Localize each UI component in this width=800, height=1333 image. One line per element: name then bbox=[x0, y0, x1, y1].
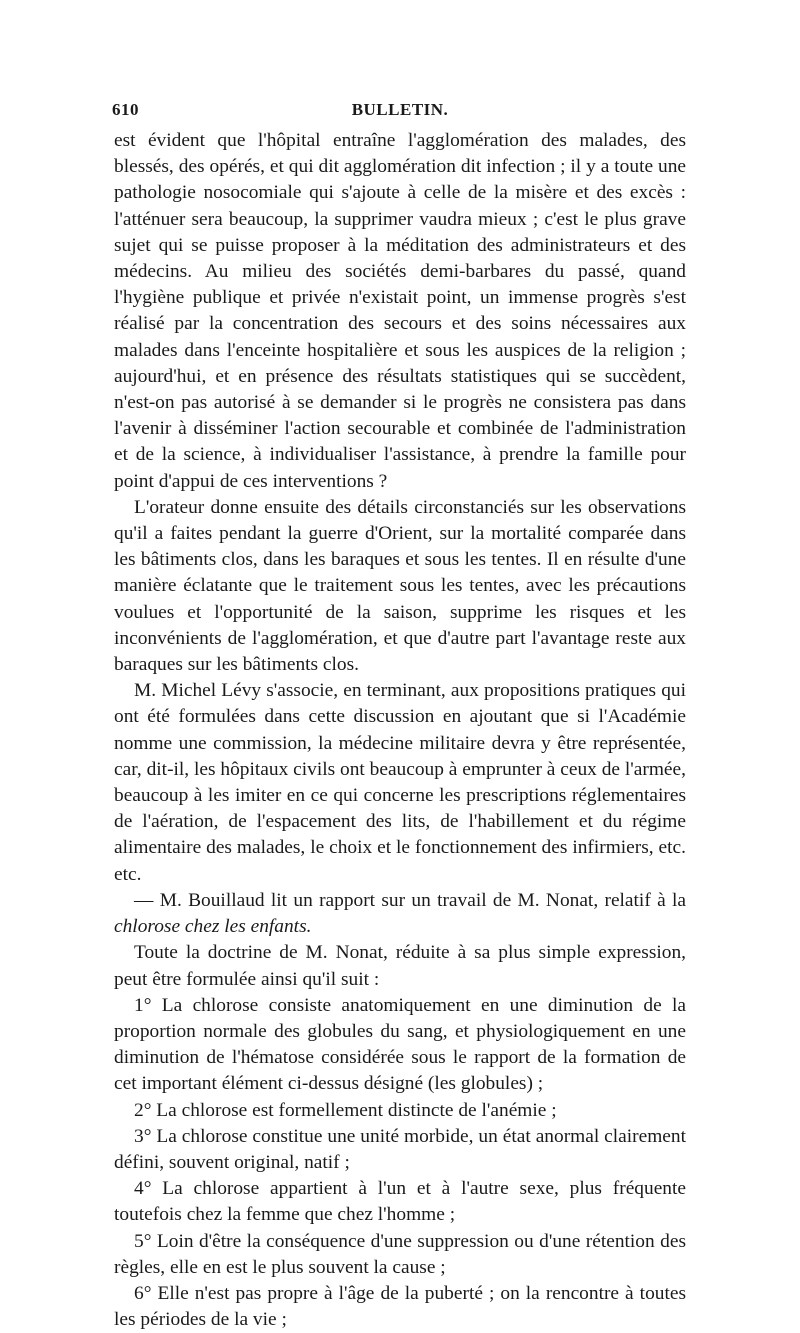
proposition-4: 4° La chlorose appartient à l'un et à l'autre sexe, plus fréquente toutefois chez la femme que chez l'homme ; bbox=[114, 1178, 686, 1226]
proposition-2: 2° La chlorose est formellement distincte de l'anémie ; bbox=[134, 1099, 557, 1121]
proposition-5: 5° Loin d'être la conséquence d'une suppression ou d'une rétention des règles, elle en est le plus souvent la cause ; bbox=[114, 1230, 686, 1278]
paragraph-report bbox=[114, 888, 686, 940]
running-head: BULLETIN. bbox=[351, 100, 449, 119]
paragraph-orient: L'orateur donne ensuite des détails circonstanciés sur les observations qu'il a faites pendant la guerre d'Orient, sur la mortalité comparée dans les bâtiments clos, dans les baraques et sous les tentes. Il en résulte d'une manière éclatante que le traitement sous les tentes, avec les précautions voulues et l'opportunité de la saison, supprime les risques et les inconvénients de l'agglomération, et que d'autre part l'avantage reste aux baraques sur les bâtiments clos. bbox=[114, 496, 686, 676]
proposition-3: 3° La chlorose constitue une unité morbide, un état anormal clairement défini, souvent original, natif ; bbox=[114, 1125, 686, 1173]
paragraph-hospital: est évident que l'hôpital entraîne l'agglomération des malades, des blessés, des opérés, et qui dit agglomération dit infection ; il y a toute une pathologie nosocomiale qui s'ajoute à celle de la misère et des excès : l'atténuer sera beaucoup, la supprimer vaudra mieux ; c'est le plus grave sujet qui se puisse proposer à la méditation des administrateurs et des médecins. Au milieu des sociétés demi-barbares du passé, quand l'hygiène publique et privée n'existait point, un immense progrès s'est réalisé par la concentration des secours et des soins nécessaires aux malades dans l'enceinte hospitalière et sous les auspices de la religion ; aujourd'hui, et en présence des résultats statistiques qui se succèdent, n'est-on pas autorisé à se demander si le progrès ne consistera pas dans l'avenir à disséminer l'action secourable et combinée de l'administration et de la science, à individualiser l'assistance, à prendre la famille pour point d'appui de ces interventions ? bbox=[114, 130, 686, 492]
page-number: 610 bbox=[112, 100, 139, 119]
paragraph-levy: M. Michel Lévy s'associe, en terminant, aux propositions pratiques qui ont été formulées dans cette discussion en ajoutant que si l'Académie nomme une commission, la médecine militaire devra y être représentée, car, dit-il, les hôpitaux civils ont beaucoup à emprunter à ceux de l'armée, beaucoup à les imiter en ce qui concerne les prescriptions réglementaires de l'aération, de l'espacement des lits, de l'habillement et du régime alimentaire des malades, le choix et le fonctionnement des infirmiers, etc. etc. bbox=[114, 680, 686, 885]
page-header bbox=[112, 100, 688, 128]
report-title: chlorose chez les enfants. bbox=[114, 916, 312, 938]
paragraph-doctrine: Toute la doctrine de M. Nonat, réduite à sa plus simple expression, peut être formulée ainsi qu'il suit : bbox=[114, 942, 686, 990]
report-lead: — M. Bouillaud lit un rapport sur un travail de M. Nonat, relatif à la bbox=[134, 889, 686, 911]
proposition-1: 1° La chlorose consiste anatomiquement en une diminution de la proportion normale des globules du sang, et physiologiquement en une diminution de l'hématose considérée sous le rapport de la formation de cet important élément ci-dessus désigné (les globules) ; bbox=[114, 994, 686, 1095]
proposition-6: 6° Elle n'est pas propre à l'âge de la puberté ; on la rencontre à toutes les périodes de la vie ; bbox=[114, 1282, 686, 1331]
body-text bbox=[114, 128, 686, 1333]
